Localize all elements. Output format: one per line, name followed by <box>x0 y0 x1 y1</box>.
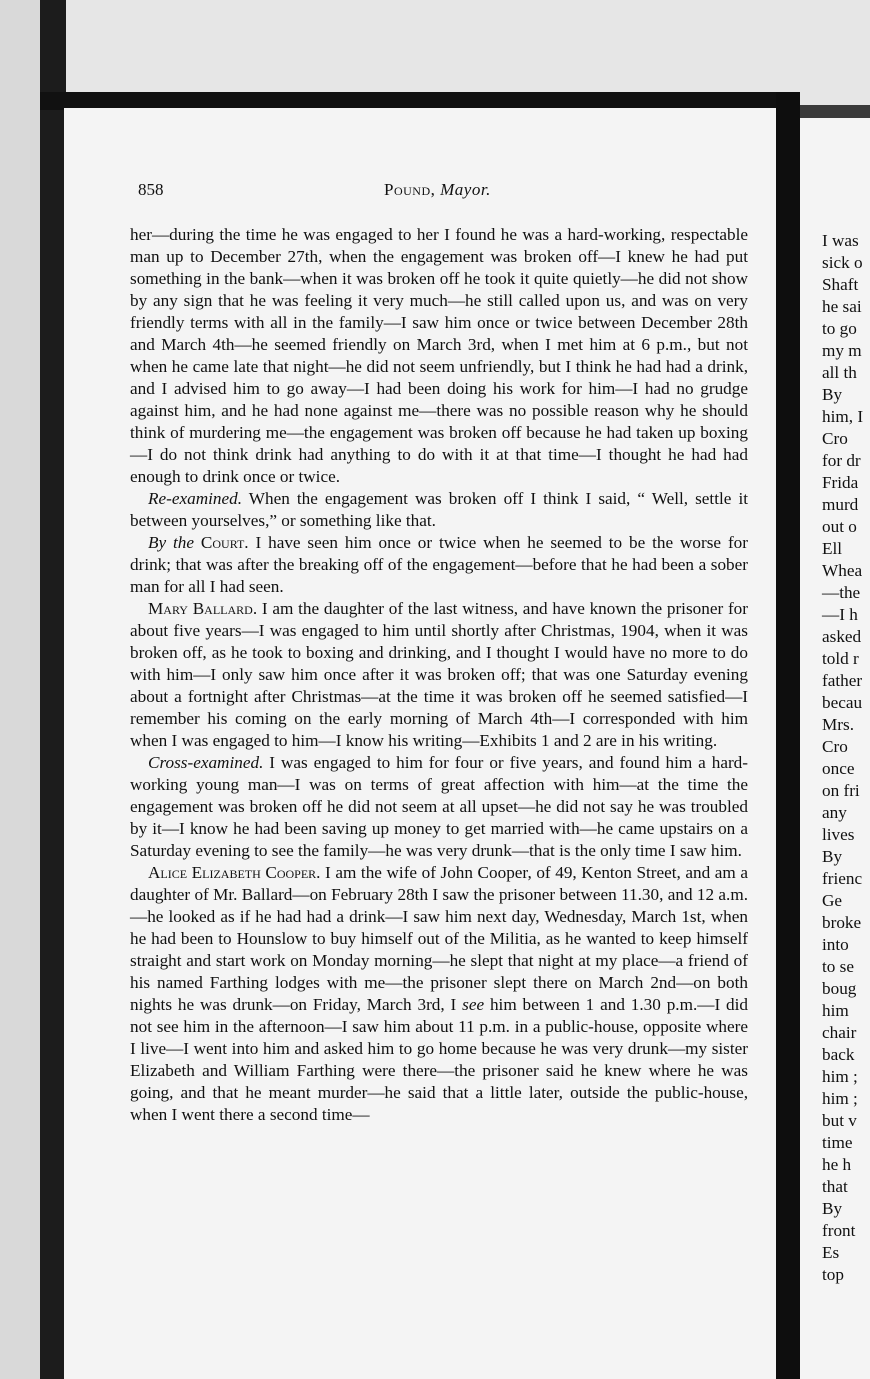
see-italic: see <box>462 995 485 1014</box>
right-page-line: I was <box>822 231 859 250</box>
right-page-line: Cro <box>822 429 848 448</box>
paragraph-2-text: When the engagement was broken off I think I said, “ Well, settle it between yourselves,” or something like that. <box>130 489 748 530</box>
paragraph-5-text: I was engaged to him for four or five years, and found him a hard-working young man—I was on terms of great affection with him—at the time the engagement was broken off he did not seem at all upset—he did not say he was troubled by it—I know he had been saving up money to get married with—he came upstairs on a Saturday evening to see the family—he was very drunk—that is the only time I saw him. <box>130 753 748 860</box>
right-page-line: him <box>822 1001 849 1020</box>
right-page-line: for dr <box>822 451 861 470</box>
right-page-line: lives <box>822 825 855 844</box>
right-page-line: him ; <box>822 1067 858 1086</box>
right-page-line: chair <box>822 1023 857 1042</box>
running-head <box>384 180 491 200</box>
right-page-text <box>822 230 863 1286</box>
right-page-line: —I h <box>822 605 858 624</box>
paragraph-5 <box>130 752 748 862</box>
right-page-line: —the <box>822 583 861 602</box>
witness-name-alice-cooper: Alice Elizabeth Cooper. <box>148 863 321 882</box>
page-number: 858 <box>138 180 164 199</box>
right-page-line: By <box>822 385 843 404</box>
right-page-line: Mrs. <box>822 715 854 734</box>
running-head-title: Mayor. <box>440 180 491 199</box>
right-page-line: into <box>822 935 849 954</box>
right-page-line: sick o <box>822 253 863 272</box>
page-body <box>130 224 748 1126</box>
right-page-line: frienc <box>822 869 863 888</box>
right-page-line: him, I <box>822 407 864 426</box>
paragraph-3-text: I have seen him once or twice when he seemed to be the worse for drink; that was after the breaking off of the engagement—before that he had been a sober man for all I had seen. <box>130 533 748 596</box>
witness-name-mary-ballard: Mary Ballard. <box>148 599 258 618</box>
right-page-line: he sai <box>822 297 862 316</box>
right-page-line: any <box>822 803 847 822</box>
right-page-line: Ge <box>822 891 843 910</box>
right-page-line: Cro <box>822 737 848 756</box>
paragraph-6-text-b: him between 1 and 1.30 p.m.—I did not see him in the afternoon—I saw him about 11 p.m. in a public-house, opposite where I live—I went into him and asked him to go home because he was very drunk—my sister Elizabeth and William Farthing were there—the prisoner said he knew where he was going, and that he meant murder—he said that a little later, outside the public-house, when I went there a second time— <box>130 995 748 1124</box>
book-gutter <box>776 92 800 1379</box>
paragraph-4-text: I am the daughter of the last witness, and have known the prisoner for about five years—I was engaged to him until shortly after Christmas, 1904, when it was broken off, as he took to boxing and drinking, and I thought I would have no more to do with him—I only saw him once after it was broken off; that was one Saturday evening about a fortnight after Christmas—at the time it was broken off he seemed satisfied—I remember his coming on the early morning of March 4th—I corresponded with him when I was engaged to him—I know his writing—Exhibits 1 and 2 are in his writing. <box>130 599 748 750</box>
right-page-line: asked <box>822 627 862 646</box>
right-page-line: front <box>822 1221 856 1240</box>
right-page-line: Es <box>822 1243 840 1262</box>
right-page-line: boug <box>822 979 857 998</box>
right-page-line: Shaft <box>822 275 859 294</box>
right-page-line: him ; <box>822 1089 858 1108</box>
right-page-line: to se <box>822 957 854 976</box>
right-page-line: murd <box>822 495 859 514</box>
book-page-right-cropped <box>800 118 870 1379</box>
right-page-line: becau <box>822 693 863 712</box>
right-page-line: once <box>822 759 855 778</box>
right-page-line: to go <box>822 319 857 338</box>
page-header <box>138 180 738 210</box>
right-page-line: that <box>822 1177 848 1196</box>
right-page-line: Frida <box>822 473 859 492</box>
scan-margin-left <box>0 0 40 1379</box>
right-page-line: out o <box>822 517 857 536</box>
right-page-line: told r <box>822 649 859 668</box>
paragraph-6-text-a: I am the wife of John Cooper, of 49, Kenton Street, and am a daughter of Mr. Ballard—on February 28th I saw the prisoner between 11.30, and 12 a.m.—he looked as if he had had a drink—I saw him next day, Wednesday, March 1st, when he had been to Hounslow to buy himself out of the Militia, as he wanted to keep himself straight and start work on Monday morning—he slept that night at my place—a friend of his named Farthing lodges with me—the prisoner slept there on March 2nd—on both nights he was drunk—on Friday, March 3rd, I <box>130 863 749 1014</box>
right-page-line: father <box>822 671 863 690</box>
scan-background-top <box>0 0 870 105</box>
re-examined-label: Re-examined. <box>148 489 243 508</box>
right-page-line: he h <box>822 1155 852 1174</box>
right-page-line: Ell <box>822 539 843 558</box>
right-page-line: top <box>822 1265 844 1284</box>
right-page-line: back <box>822 1045 855 1064</box>
right-page-line: By <box>822 847 843 866</box>
right-page-line: but v <box>822 1111 857 1130</box>
right-page-line: my m <box>822 341 862 360</box>
by-the-label: By the <box>148 533 195 552</box>
right-page-line: all th <box>822 363 857 382</box>
running-head-name: Pound, <box>384 180 436 199</box>
paragraph-6 <box>130 862 748 1126</box>
paragraph-4 <box>130 598 748 752</box>
paragraph-1: her—during the time he was engaged to her I found he was a hard-working, respectable man up to December 27th, when the engagement was broken off—I knew he had put something in the bank—when it was broken off he took it quite quietly—he did not show by any sign that he was feeling it very much—he still called upon us, and was on very friendly terms with all in the family—I saw him once or twice between December 28th and March 4th—he seemed friendly on March 3rd, when I met him at 6 p.m., but not when he came late that night—he did not seem unfriendly, but I think he had had a drink, and I advised him to go away—I had been doing his work for him—I had no grudge against him, and he had none against me—there was no possible reason why he should think of murdering me—the engagement was broken off because he had taken up boxing—I do not think drink had anything to do with it at that time—I thought he had had enough to drink once or twice. <box>130 225 748 486</box>
right-page-line: time <box>822 1133 853 1152</box>
right-page-line: Whea <box>822 561 863 580</box>
paragraph-2 <box>130 488 748 532</box>
cross-examined-label: Cross-examined. <box>148 753 264 772</box>
right-page-line: on fri <box>822 781 860 800</box>
book-binding-shadow <box>40 0 66 1379</box>
court-label: Court. <box>194 533 249 552</box>
right-page-line: By <box>822 1199 843 1218</box>
right-page-line: broke <box>822 913 862 932</box>
paragraph-3 <box>130 532 748 598</box>
